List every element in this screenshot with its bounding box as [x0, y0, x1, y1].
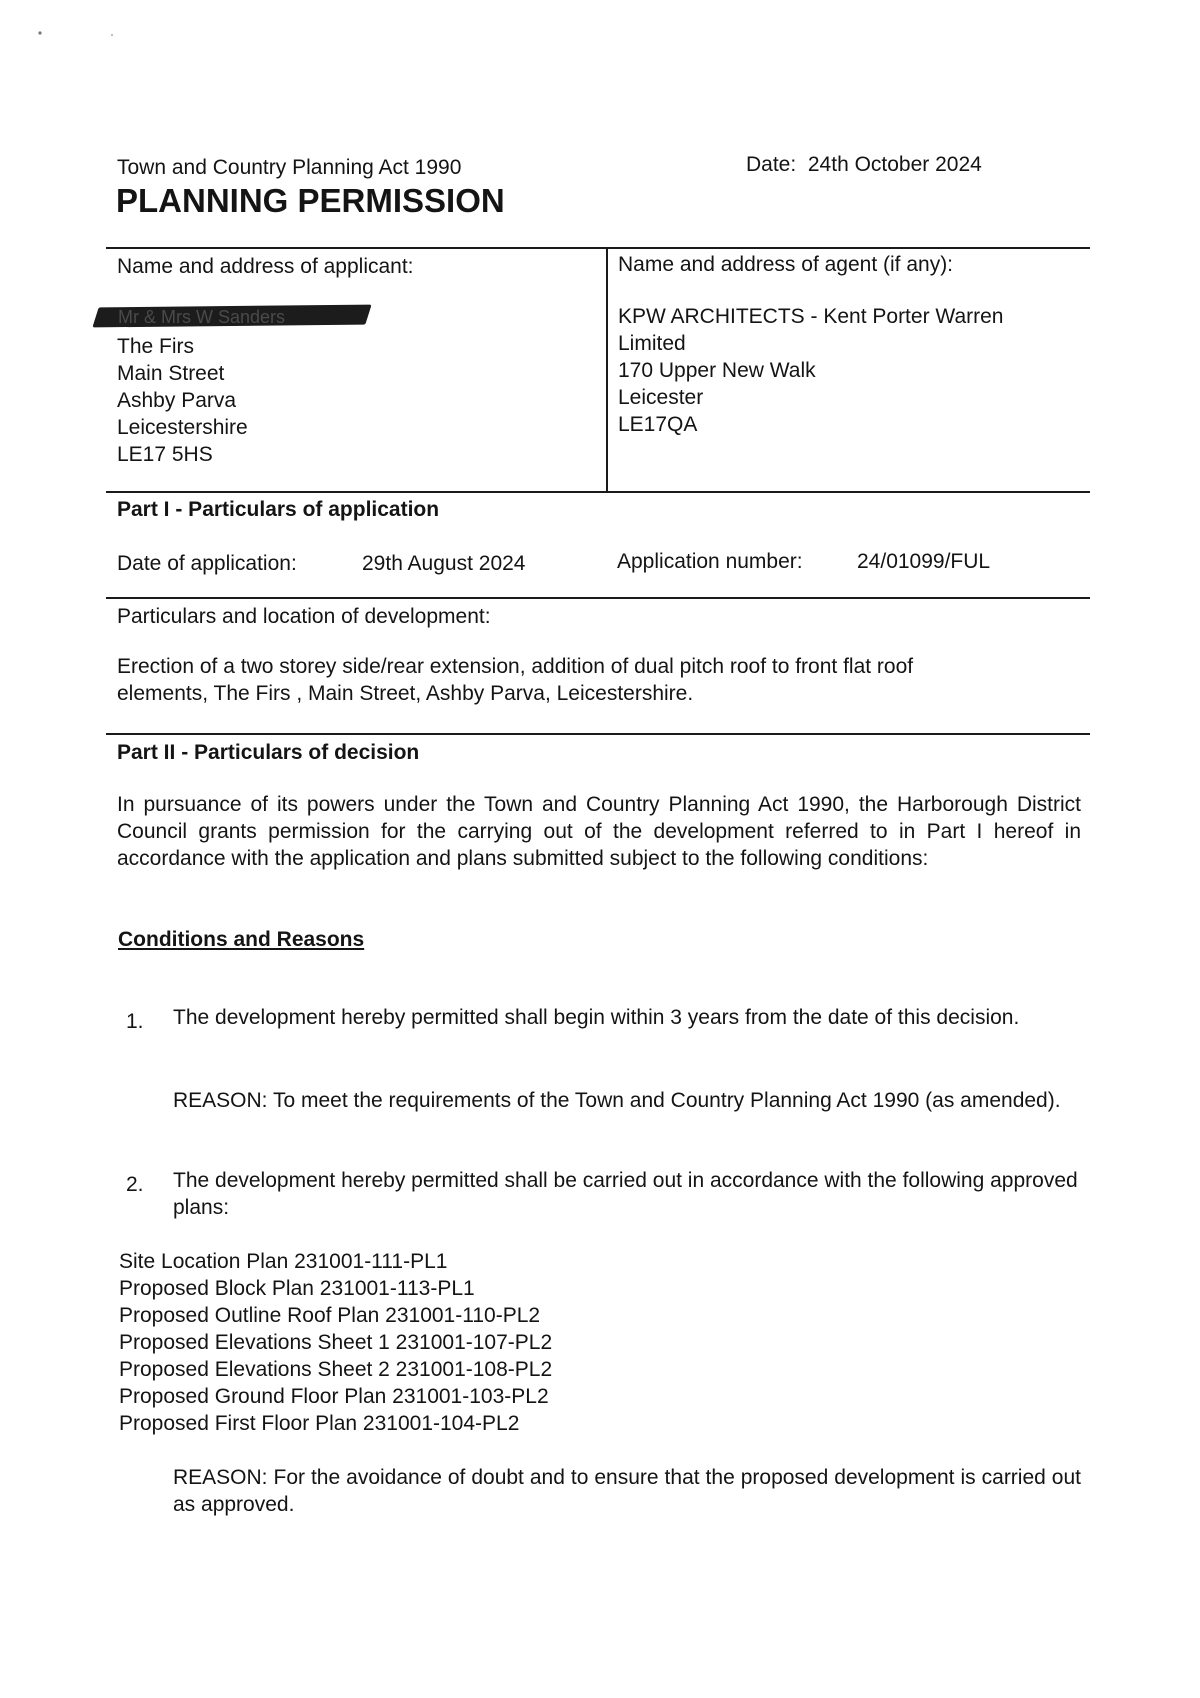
agent-heading: Name and address of agent (if any):: [618, 253, 954, 276]
address-line: Leicester: [618, 386, 704, 409]
box-divider: [606, 247, 608, 493]
part2-heading: Part II - Particulars of decision: [117, 741, 420, 764]
applicant-address: [117, 333, 248, 468]
condition-text: The development hereby permitted shall be carried out in accordance with the following approved plans:: [173, 1169, 1078, 1219]
application-number-label: Application number:: [617, 550, 803, 573]
scan-speck-marks: [30, 24, 130, 44]
act-title: Town and Country Planning Act 1990: [117, 156, 462, 179]
condition-text: The development hereby permitted shall begin within 3 years from the date of this decision.: [173, 1006, 1020, 1029]
plan-item: Proposed Outline Roof Plan 231001-110-PL2: [119, 1304, 541, 1327]
address-line: LE17 5HS: [117, 443, 213, 466]
address-line: Limited: [618, 332, 686, 355]
address-line: The Firs: [117, 335, 195, 358]
condition-reason: REASON: For the avoidance of doubt and to ensure that the proposed development is carried out as approved.: [173, 1466, 1081, 1516]
plan-item: Site Location Plan 231001-111-PL1: [119, 1250, 448, 1273]
address-line: LE17QA: [618, 413, 698, 436]
application-number-value: 24/01099/FUL: [857, 550, 991, 573]
address-line: Ashby Parva: [117, 389, 237, 412]
document-title: PLANNING PERMISSION: [116, 182, 505, 219]
application-date-label: Date of application:: [117, 552, 297, 575]
approved-plans-list: [119, 1248, 552, 1437]
document-date: [746, 151, 982, 178]
box-top-rule: [106, 247, 1090, 249]
plan-item: Proposed Block Plan 231001-113-PL1: [119, 1277, 475, 1300]
part1-heading: Part I - Particulars of application: [117, 498, 440, 521]
applicant-name-redacted: Mr & Mrs W Sanders: [118, 307, 286, 327]
condition-reason: REASON: To meet the requirements of the Town and Country Planning Act 1990 (as amended).: [173, 1089, 1061, 1112]
condition-number: 1.: [126, 1010, 144, 1033]
development-description: Erection of a two storey side/rear extension, addition of dual pitch roof to front flat roof elements, The Firs , Main Street, Ashby Parva, Leicestershire.: [117, 655, 914, 705]
location-rule: [106, 597, 1090, 599]
plan-item: Proposed Elevations Sheet 1 231001-107-PL2: [119, 1331, 553, 1354]
condition-number: 2.: [126, 1173, 144, 1196]
address-line: KPW ARCHITECTS - Kent Porter Warren: [618, 305, 1004, 328]
application-date-value: 29th August 2024: [362, 552, 526, 575]
location-heading: Particulars and location of development:: [117, 605, 491, 628]
address-line: Leicestershire: [117, 416, 248, 439]
part1-rule: [106, 491, 1090, 493]
address-line: 170 Upper New Walk: [618, 359, 816, 382]
plan-item: Proposed Ground Floor Plan 231001-103-PL2: [119, 1385, 549, 1408]
decision-text: In pursuance of its powers under the Town and Country Planning Act 1990, the Harborough District Council grants permission for the carrying out of the development referred to in Part I hereof in accordance with the application and plans submitted subject to the following conditions:: [117, 793, 1081, 870]
agent-address: [618, 303, 1003, 438]
part2-rule: [106, 733, 1090, 735]
conditions-heading: Conditions and Reasons: [118, 928, 365, 951]
plan-item: Proposed First Floor Plan 231001-104-PL2: [119, 1412, 520, 1435]
date-label: Date:: [746, 153, 797, 176]
applicant-heading: Name and address of applicant:: [117, 255, 414, 278]
date-value: 24th October 2024: [807, 153, 982, 176]
plan-item: Proposed Elevations Sheet 2 231001-108-PL2: [119, 1358, 553, 1381]
address-line: Main Street: [117, 362, 225, 385]
